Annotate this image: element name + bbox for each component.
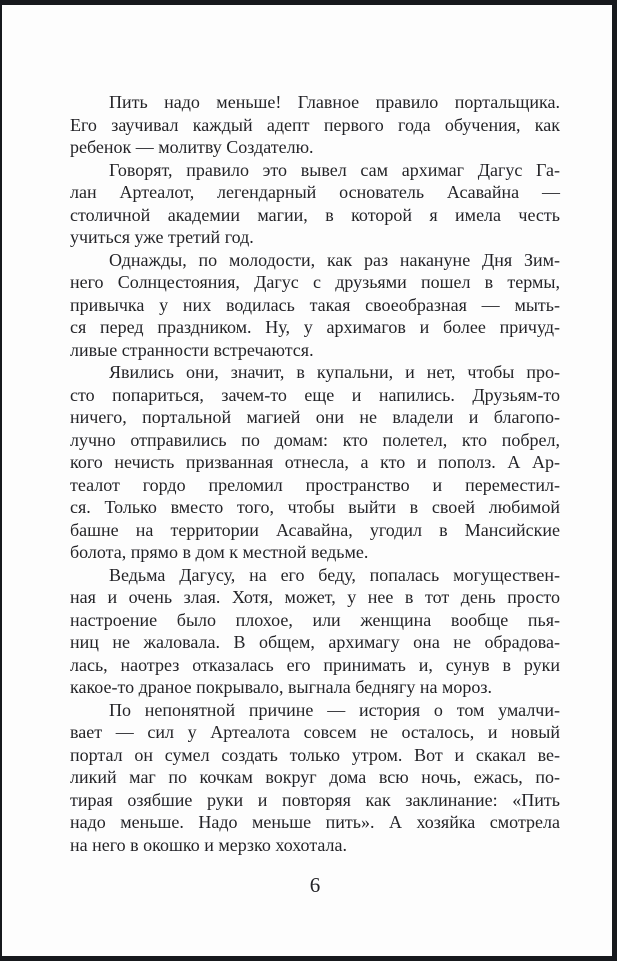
text-line: вает — сил у Артеалота совсем не осталось, и новый bbox=[70, 722, 560, 742]
text-line: По непонятной причине — история о том умалчи- bbox=[109, 699, 560, 720]
text-line: какое-то драное покрывало, выгнала беднягу на мороз. bbox=[70, 677, 492, 697]
text-line: ничего, портальной магией они не владели и благопо- bbox=[70, 407, 560, 427]
text-line: него Солнцестояния, Дагус с друзьями пошел в термы, bbox=[70, 272, 560, 292]
text-line: тирая озябшие руки и повторяя как заклинание: «Пить bbox=[70, 789, 560, 810]
text-line: лась, наотрез отказалась его принимать и, сунув в руки bbox=[70, 654, 560, 675]
text-line: на него в окошко и мерзко хохотала. bbox=[70, 834, 348, 855]
text-line: башне на территории Асавайна, угодил в Мансийские bbox=[70, 519, 560, 540]
text-line: столичной академии магии, в которой я имела честь bbox=[70, 204, 560, 225]
text-line: сто попариться, зачем-то еще и напились. Друзьям-то bbox=[70, 384, 560, 405]
text-line: ся. Только вместо того, чтобы выйти в своей любимой bbox=[70, 497, 560, 517]
paragraph bbox=[70, 159, 560, 249]
text-line: болота, прямо в дом к местной ведьме. bbox=[70, 542, 369, 562]
text-line: Пить надо меньше! Главное правило портальщика. bbox=[109, 92, 560, 112]
paragraph bbox=[70, 564, 560, 699]
paragraph bbox=[70, 249, 560, 362]
text-line: кого нечисть призванная отнесла, а кто и пополз. А Ар- bbox=[70, 452, 560, 472]
paragraph bbox=[70, 91, 560, 159]
page-number: 6 bbox=[309, 873, 321, 897]
page-text bbox=[70, 91, 560, 856]
text-line: ребенок — молитву Создателю. bbox=[70, 137, 314, 157]
text-line: ниц не жаловала. В общем, архимагу она не обрадова- bbox=[70, 632, 560, 652]
text-line: Ведьма Дагусу, на его беду, попалась могуществен- bbox=[109, 564, 560, 585]
text-line: привычка у них водилась такая своеобразная — мыть- bbox=[70, 294, 560, 315]
text-line: Однажды, по молодости, как раз накануне Дня Зим- bbox=[109, 249, 560, 270]
text-line: лучно отправились по домам: кто полетел, кто побрел, bbox=[70, 429, 560, 450]
text-line: теалот гордо преломил пространство и переместил- bbox=[70, 474, 560, 495]
text-line: Его заучивал каждый адепт первого года обучения, как bbox=[70, 114, 560, 135]
text-line: ликий маг по кочкам вокруг дома всю ночь, ежась, по- bbox=[70, 767, 560, 787]
text-line: настроение было плохое, или женщина вообще пья- bbox=[70, 609, 560, 630]
text-line: надо меньше. Надо меньше пить». А хозяйка смотрела bbox=[70, 812, 560, 832]
text-line: ся перед праздником. Ну, у архимагов и более причуд- bbox=[70, 317, 560, 337]
text-line: портал он сумел создать только утром. Вот и скакал ве- bbox=[70, 744, 560, 765]
text-line: учиться уже третий год. bbox=[70, 227, 254, 247]
text-line: ная и очень злая. Хотя, может, у нее в тот день просто bbox=[70, 587, 560, 607]
paragraph bbox=[70, 699, 560, 857]
text-line: Говорят, правило это вывел сам архимаг Дагус Га- bbox=[109, 159, 560, 180]
text-line: лан Артеалот, легендарный основатель Асавайна — bbox=[70, 182, 560, 202]
text-line: Явились они, значит, в купальни, и нет, чтобы про- bbox=[109, 362, 560, 382]
paragraph bbox=[70, 361, 560, 564]
text-line: ливые странности встречаются. bbox=[70, 339, 314, 360]
